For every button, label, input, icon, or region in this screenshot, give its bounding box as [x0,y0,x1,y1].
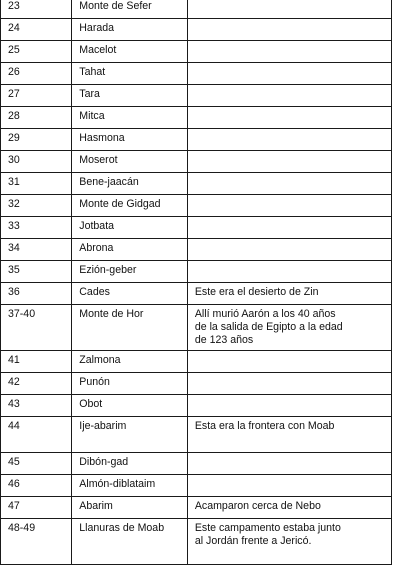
table-row [1,475,392,497]
cell-note [187,19,391,41]
cell-place: Ije-abarim [72,417,188,453]
cell-place: Tara [72,85,188,107]
cell-note [187,151,391,173]
cell-note [187,475,391,497]
table-body [1,0,392,565]
table-row [1,417,392,453]
table-row [1,453,392,475]
cell-number: 46 [1,475,72,497]
table-row [1,0,392,19]
cell-note [187,173,391,195]
table-row [1,239,392,261]
cell-place: Almón-diblataim [72,475,188,497]
cell-place: Jotbata [72,217,188,239]
cell-number: 48-49 [1,519,72,565]
cell-place: Abrona [72,239,188,261]
table-row [1,305,392,351]
cell-place: Abarim [72,497,188,519]
cell-number: 36 [1,283,72,305]
cell-note: Este campamento estaba junto al Jordán frente a Jericó. [187,519,391,565]
cell-number: 43 [1,395,72,417]
cell-note [187,239,391,261]
cell-note [187,129,391,151]
cell-place: Mitca [72,107,188,129]
table-row [1,63,392,85]
table-row [1,85,392,107]
cell-place: Punón [72,373,188,395]
cell-place: Dibón-gad [72,453,188,475]
table-row [1,151,392,173]
cell-number: 44 [1,417,72,453]
table-row [1,497,392,519]
cell-note [187,85,391,107]
cell-note: Esta era la frontera con Moab [187,417,391,453]
table-row [1,395,392,417]
cell-number: 26 [1,63,72,85]
cell-number: 28 [1,107,72,129]
cell-note [187,107,391,129]
cell-note: Acamparon cerca de Nebo [187,497,391,519]
cell-place: Cades [72,283,188,305]
table-row [1,173,392,195]
table-row [1,373,392,395]
cell-place: Tahat [72,63,188,85]
cell-number: 27 [1,85,72,107]
table-row [1,261,392,283]
cell-note [187,373,391,395]
cell-place: Llanuras de Moab [72,519,188,565]
cell-note [187,261,391,283]
cell-number: 25 [1,41,72,63]
table-row [1,129,392,151]
cell-place: Monte de Hor [72,305,188,351]
cell-number: 30 [1,151,72,173]
cell-place: Obot [72,395,188,417]
cell-number: 42 [1,373,72,395]
table-row [1,519,392,565]
table-row [1,351,392,373]
cell-number: 33 [1,217,72,239]
cell-note [187,395,391,417]
cell-place: Monte de Sefer [72,0,188,19]
cell-number: 34 [1,239,72,261]
cell-note [187,0,391,19]
cell-note [187,351,391,373]
cell-number: 23 [1,0,72,19]
cell-note: Allí murió Aarón a los 40 años de la salida de Egipto a la edad de 123 años [187,305,391,351]
cell-number: 47 [1,497,72,519]
table-row [1,19,392,41]
cell-note [187,41,391,63]
cell-place: Ezión-geber [72,261,188,283]
cell-place: Bene-jaacán [72,173,188,195]
cell-number: 35 [1,261,72,283]
table-row [1,41,392,63]
cell-note: Este era el desierto de Zin [187,283,391,305]
table-row [1,107,392,129]
cell-place: Zalmona [72,351,188,373]
table-row [1,217,392,239]
cell-number: 29 [1,129,72,151]
cell-place: Hasmona [72,129,188,151]
cell-note [187,217,391,239]
cell-place: Moserot [72,151,188,173]
cell-note [187,63,391,85]
cell-note [187,195,391,217]
cell-place: Macelot [72,41,188,63]
cell-number: 32 [1,195,72,217]
cell-number: 41 [1,351,72,373]
cell-number: 24 [1,19,72,41]
cell-number: 45 [1,453,72,475]
cell-note [187,453,391,475]
table-row [1,195,392,217]
cell-number: 31 [1,173,72,195]
table-row [1,283,392,305]
cell-place: Harada [72,19,188,41]
cell-number: 37-40 [1,305,72,351]
cell-place: Monte de Gidgad [72,195,188,217]
